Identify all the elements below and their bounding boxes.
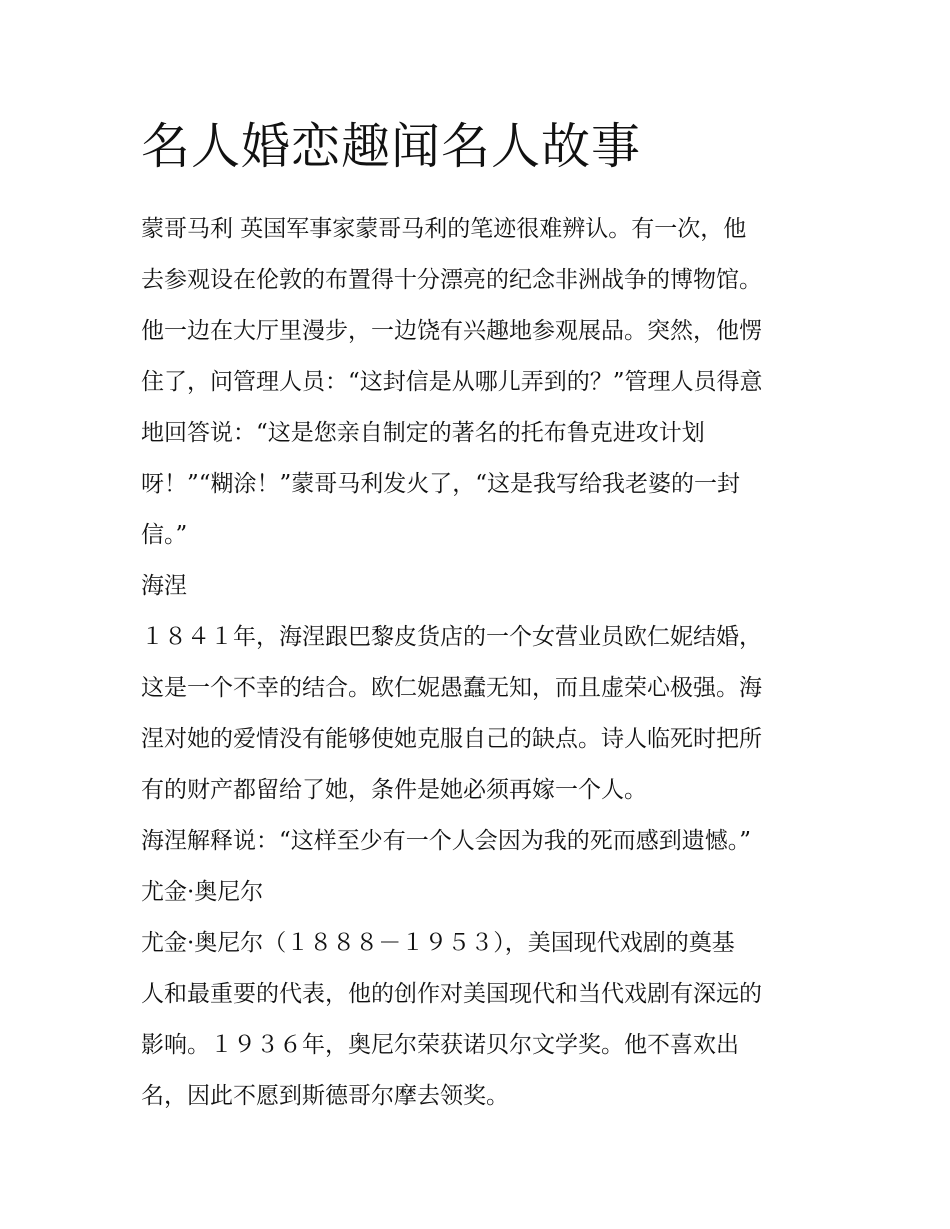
text-line: 呀！”“糊涂！”蒙哥马利发火了，“这是我写给我老婆的一封 bbox=[141, 471, 741, 497]
text-line: 涅对她的爱情没有能够使她克服自己的缺点。诗人临死时把所 bbox=[141, 726, 762, 752]
document-body bbox=[141, 204, 821, 1122]
text-line: 这是一个不幸的结合。欧仁妮愚蠢无知，而且虚荣心极强。海 bbox=[141, 675, 762, 701]
text-line: 尤金·奥尼尔（１８８８－１９５３），美国现代戏剧的奠基 bbox=[141, 930, 735, 956]
text-line: 有的财产都留给了她，条件是她必须再嫁一个人。 bbox=[141, 777, 647, 803]
text-line: 他一边在大厅里漫步，一边饶有兴趣地参观展品。突然，他愣 bbox=[141, 318, 762, 344]
section-heading: 海涅 bbox=[141, 573, 187, 599]
text-line: 人和最重要的代表，他的创作对美国现代和当代戏剧有深远的 bbox=[141, 981, 762, 1007]
text-line: 海涅解释说：“这样至少有一个人会因为我的死而感到遗憾。” bbox=[141, 828, 752, 854]
text-line: １８４１年，海涅跟巴黎皮货店的一个女营业员欧仁妮结婚， bbox=[141, 624, 762, 650]
text-line: 去参观设在伦敦的布置得十分漂亮的纪念非洲战争的博物馆。 bbox=[141, 267, 762, 293]
text-line: 名，因此不愿到斯德哥尔摩去领奖。 bbox=[141, 1083, 509, 1109]
text-line: 影响。１９３６年，奥尼尔荣获诺贝尔文学奖。他不喜欢出 bbox=[141, 1032, 739, 1058]
page-title: 名人婚恋趣闻名人故事 bbox=[141, 118, 642, 175]
text-line: 地回答说：“这是您亲自制定的著名的托布鲁克进攻计划 bbox=[141, 420, 705, 446]
text-line: 蒙哥马利 英国军事家蒙哥马利的笔迹很难辨认。有一次，他 bbox=[141, 216, 747, 242]
document-page bbox=[141, 112, 821, 1122]
text-line: 住了，问管理人员：“这封信是从哪儿弄到的？”管理人员得意 bbox=[141, 369, 763, 395]
text-line: 信。” bbox=[141, 522, 188, 548]
section-heading: 尤金·奥尼尔 bbox=[141, 879, 264, 905]
